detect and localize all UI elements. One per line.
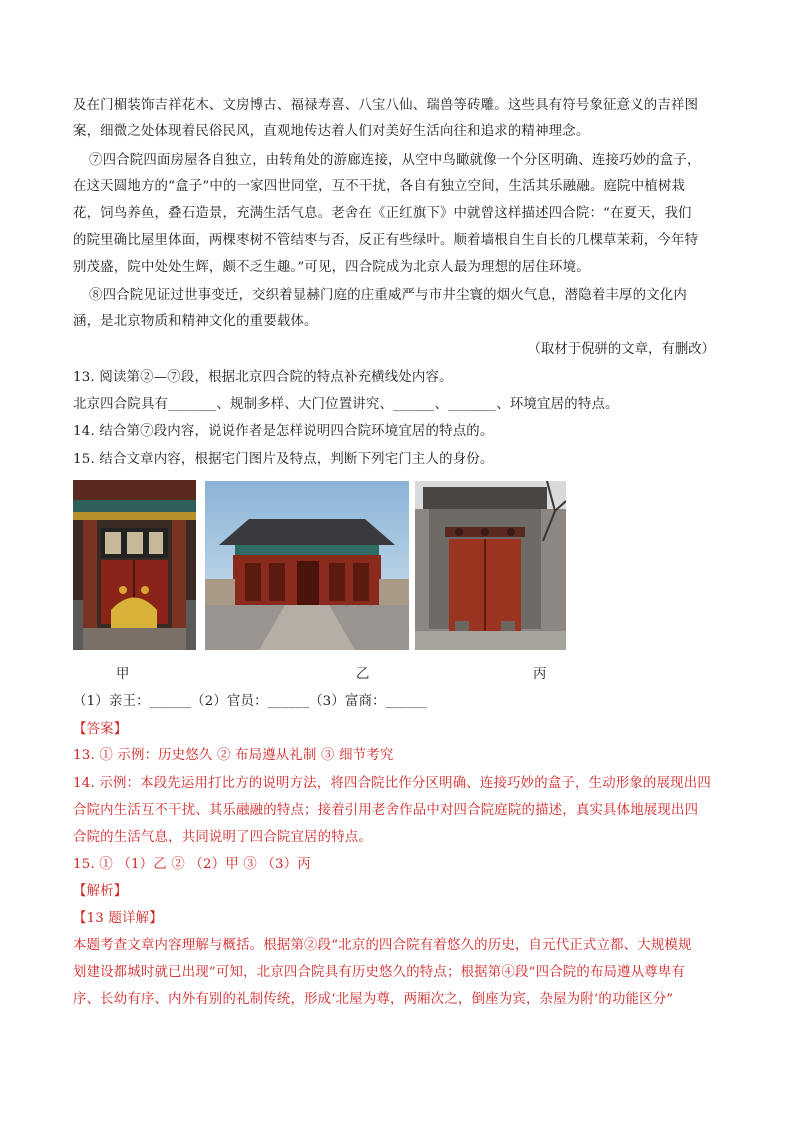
analysis-13-heading: 【13 题详解】 xyxy=(73,911,163,926)
question-15-blanks: （1）亲王：______（2）官员：______（3）富商：______ xyxy=(73,694,428,709)
caption-bing: 丙 xyxy=(533,667,547,682)
analysis-line: 划建设都城时就已出现”可知，北京四合院具有历史悠久的特点；根据第④段“四合院的布局遵从尊卑有 xyxy=(73,965,686,980)
analysis-heading: 【解析】 xyxy=(73,884,128,899)
answer-14-line: 合院内生活互不干扰、其乐融融的特点；接着引用老舍作品中对四合院庭院的描述，真实具体地展现出四 xyxy=(73,803,699,818)
article-line: 在这天圆地方的“盒子”中的一家四世同堂，互不干扰，各自有独立空间，生活其乐融融。庭院中植树栽 xyxy=(73,179,686,194)
source-note: （取材于倪骈的文章，有删改） xyxy=(527,342,715,357)
answer-14-line: 合院的生活气息，共同说明了四合院宜居的特点。 xyxy=(73,830,372,845)
caption-yi: 乙 xyxy=(356,667,370,682)
caption-jia: 甲 xyxy=(116,667,130,682)
gate-photo-bing xyxy=(415,481,566,650)
article-paragraph-8: ⑧四合院见证过世事变迁，交织着显赫门庭的庄重威严与市井尘寰的烟火气息，潜隐着丰厚的文化内 xyxy=(89,288,687,303)
question-13: 13. 阅读第②—⑦段，根据北京四合院的特点补充横线处内容。 xyxy=(73,370,453,385)
article-line: 及在门楣装饰吉祥花木、文房博古、福禄寿喜、八宝八仙、瑞兽等砖雕。这些具有符号象征意义的吉祥图 xyxy=(73,98,699,113)
article-paragraph-7: ⑦四合院四面房屋各自独立，由转角处的游廊连接，从空中鸟瞰就像一个分区明确、连接巧妙的盒子， xyxy=(89,153,701,168)
answer-15: 15. ① （1）乙 ② （2）甲 ③ （3）丙 xyxy=(73,857,311,872)
answer-14: 14. 示例：本段先运用打比方的说明方法，将四合院比作分区明确、连接巧妙的盒子，生动形象的展现出四 xyxy=(73,776,711,791)
analysis-line: 本题考查文章内容理解与概括。根据第②段“北京的四合院有着悠久的历史，自元代正式立都、大规模规 xyxy=(73,938,692,953)
article-line: 的院里确比屋里体面，两棵枣树不管结枣与否，反正有些绿叶。顺着墙根自生自长的几棵草茉莉，今年特 xyxy=(73,233,699,248)
article-line: 别茂盛，院中处处生辉，颇不乏生趣。”可见，四合院成为北京人最为理想的居住环境。 xyxy=(73,260,590,275)
gate-photo-jia xyxy=(73,480,196,650)
question-13-blanks: 北京四合院具有_______、规制多样、大门位置讲究、______、_______、环境宜居的特点。 xyxy=(73,397,619,412)
answer-13: 13. ① 示例：历史悠久 ② 布局遵从礼制 ③ 细节考究 xyxy=(73,748,394,763)
article-line: 案，细微之处体现着民俗民风，直观地传达着人们对美好生活向往和追求的精神理念。 xyxy=(73,124,590,139)
question-15: 15. 结合文章内容，根据宅门图片及特点，判断下列宅门主人的身份。 xyxy=(73,452,494,467)
question-14: 14. 结合第⑦段内容，说说作者是怎样说明四合院环境宜居的特点的。 xyxy=(73,424,494,439)
article-line: 涵，是北京物质和精神文化的重要载体。 xyxy=(73,314,318,329)
article-line: 花，饲鸟养鱼，叠石造景，充满生活气息。老舍在《正红旗下》中就曾这样描述四合院：“在夏天，我们 xyxy=(73,206,692,221)
gate-photo-yi xyxy=(205,481,409,650)
answer-heading: 【答案】 xyxy=(73,722,128,737)
analysis-line: 序、长幼有序、内外有别的礼制传统，形成‘北屋为尊，两厢次之，倒座为宾，杂屋为附’的功能区分” xyxy=(73,992,674,1007)
